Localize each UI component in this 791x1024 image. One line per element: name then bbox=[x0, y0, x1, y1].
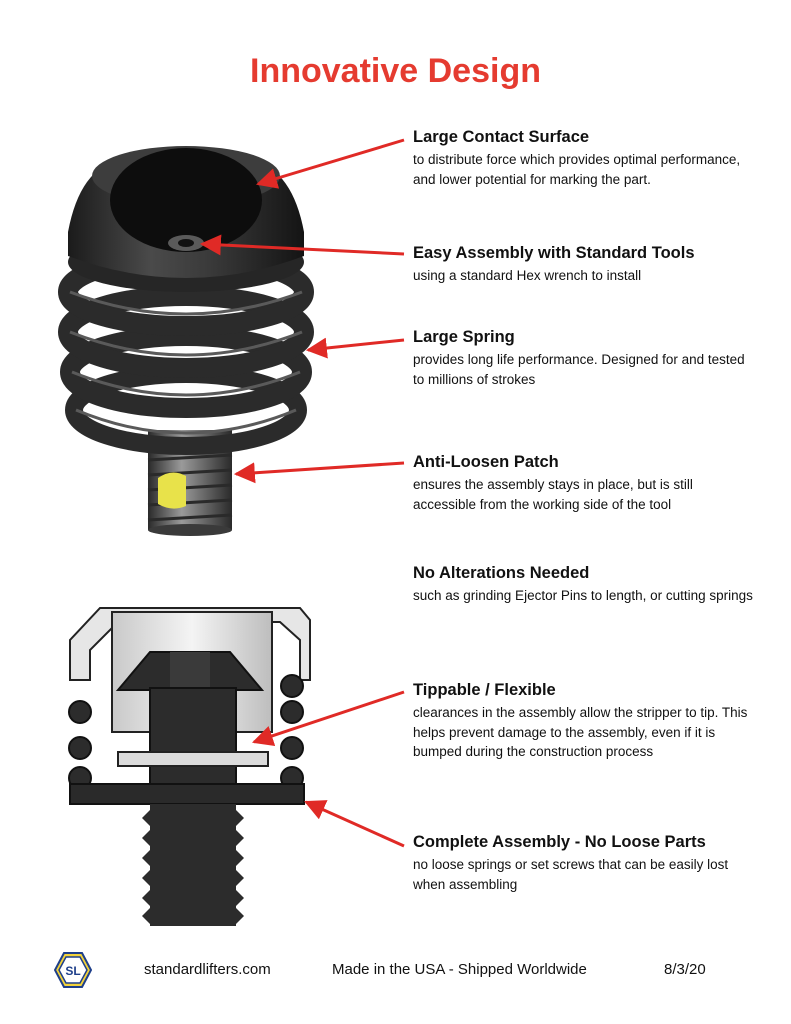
feature-heading: Large Spring bbox=[413, 328, 515, 346]
feature-description: to distribute force which provides optimal performance, and lower potential for marking the part. bbox=[413, 152, 741, 187]
page-title: Innovative Design bbox=[250, 52, 541, 90]
feature-heading: No Alterations Needed bbox=[413, 564, 590, 582]
feature-tippable-flexible bbox=[413, 680, 753, 762]
feature-large-spring bbox=[413, 327, 753, 389]
anti-loosen-patch bbox=[158, 472, 186, 508]
assembly-cross-section bbox=[69, 608, 310, 926]
logo-text: SL bbox=[65, 964, 81, 978]
feature-description: provides long life performance. Designed for and tested to millions of strokes bbox=[413, 352, 745, 387]
feature-anti-loosen-patch bbox=[413, 452, 753, 514]
footer-website[interactable]: standardlifters.com bbox=[144, 961, 271, 978]
feature-heading: Tippable / Flexible bbox=[413, 681, 556, 699]
feature-description: such as grinding Ejector Pins to length, or cutting springs bbox=[413, 588, 753, 603]
feature-heading: Anti-Loosen Patch bbox=[413, 453, 559, 471]
feature-description: using a standard Hex wrench to install bbox=[413, 268, 642, 283]
footer-tagline: Made in the USA - Shipped Worldwide bbox=[332, 961, 587, 978]
footer-date: 8/3/20 bbox=[664, 961, 706, 978]
feature-no-alterations bbox=[413, 563, 753, 606]
feature-complete-assembly bbox=[413, 832, 753, 894]
assembly-3d-view bbox=[68, 146, 304, 536]
feature-description: clearances in the assembly allow the stripper to tip. This helps prevent damage to the assembly, even if it is bumped during the construction process bbox=[413, 705, 748, 759]
feature-heading: Easy Assembly with Standard Tools bbox=[413, 244, 695, 262]
sl-logo-icon bbox=[54, 952, 92, 988]
feature-heading: Large Contact Surface bbox=[413, 128, 590, 146]
feature-heading: Complete Assembly - No Loose Parts bbox=[413, 833, 706, 851]
feature-description: no loose springs or set screws that can be easily lost when assembling bbox=[413, 857, 729, 892]
feature-large-contact-surface bbox=[413, 127, 753, 189]
feature-description: ensures the assembly stays in place, but is still accessible from the working side of the tool bbox=[413, 477, 693, 512]
feature-easy-assembly bbox=[413, 243, 753, 286]
